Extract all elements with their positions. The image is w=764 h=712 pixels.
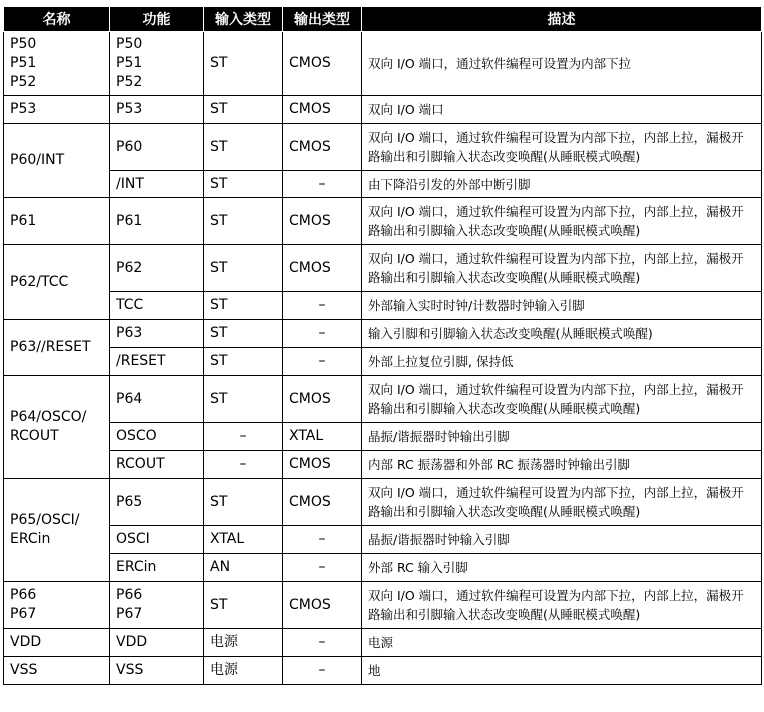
pin-name-cell: P50 P51 P52 <box>4 32 110 96</box>
table-row <box>4 171 762 198</box>
function-cell: VDD <box>110 629 204 657</box>
output-type-cell: – <box>283 629 362 657</box>
description-cell: 双向 I/O 端口 <box>362 96 762 124</box>
output-type-cell: – <box>283 292 362 320</box>
description-cell: 地 <box>362 657 762 685</box>
function-cell: P66 P67 <box>110 582 204 629</box>
input-type-cell: ST <box>204 292 283 320</box>
pin-name-cell: P65/OSCI/ ERCin <box>4 479 110 582</box>
table-row <box>4 124 762 171</box>
input-type-cell: ST <box>204 124 283 171</box>
output-type-cell: CMOS <box>283 32 362 96</box>
function-cell: VSS <box>110 657 204 685</box>
table-row <box>4 479 762 526</box>
pin-name-cell: P53 <box>4 96 110 124</box>
output-type-cell: CMOS <box>283 376 362 423</box>
function-cell: TCC <box>110 292 204 320</box>
table-row <box>4 423 762 451</box>
input-type-cell: ST <box>204 32 283 96</box>
description-cell: 双向 I/O 端口，通过软件编程可设置为内部下拉，内部上拉，漏极开路输出和引脚输入状态改变唤醒(从睡眠模式唤醒) <box>362 376 762 423</box>
function-cell: RCOUT <box>110 451 204 479</box>
table-row <box>4 292 762 320</box>
table-row <box>4 526 762 554</box>
pin-name-cell: P61 <box>4 198 110 245</box>
function-cell: P60 <box>110 124 204 171</box>
pin-name-cell: VDD <box>4 629 110 657</box>
output-type-cell: XTAL <box>283 423 362 451</box>
function-cell: OSCI <box>110 526 204 554</box>
table-row <box>4 554 762 582</box>
description-cell: 电源 <box>362 629 762 657</box>
output-type-cell: CMOS <box>283 245 362 292</box>
table-row <box>4 629 762 657</box>
table-row <box>4 657 762 685</box>
description-cell: 外部输入实时时钟/计数器时钟输入引脚 <box>362 292 762 320</box>
description-cell: 外部 RC 输入引脚 <box>362 554 762 582</box>
input-type-cell: ST <box>204 320 283 348</box>
input-type-cell: – <box>204 423 283 451</box>
function-cell: P53 <box>110 96 204 124</box>
table-row <box>4 451 762 479</box>
function-cell: P61 <box>110 198 204 245</box>
table-row <box>4 376 762 423</box>
description-cell: 外部上拉复位引脚, 保持低 <box>362 348 762 376</box>
output-type-cell: – <box>283 554 362 582</box>
input-type-cell: ST <box>204 348 283 376</box>
input-type-cell: ST <box>204 479 283 526</box>
function-cell: P50 P51 P52 <box>110 32 204 96</box>
input-type-cell: ST <box>204 198 283 245</box>
function-cell: P63 <box>110 320 204 348</box>
input-type-cell: 电源 <box>204 657 283 685</box>
input-type-cell: – <box>204 451 283 479</box>
description-cell: 双向 I/O 端口，通过软件编程可设置为内部下拉 <box>362 32 762 96</box>
output-type-cell: CMOS <box>283 451 362 479</box>
header-function: 功能 <box>110 7 204 32</box>
function-cell: /RESET <box>110 348 204 376</box>
function-cell: P62 <box>110 245 204 292</box>
input-type-cell: AN <box>204 554 283 582</box>
pin-name-cell: P66 P67 <box>4 582 110 629</box>
output-type-cell: – <box>283 320 362 348</box>
header-input-type: 输入类型 <box>204 7 283 32</box>
pin-name-cell: P63//RESET <box>4 320 110 376</box>
table-row <box>4 320 762 348</box>
output-type-cell: – <box>283 171 362 198</box>
output-type-cell: CMOS <box>283 479 362 526</box>
input-type-cell: 电源 <box>204 629 283 657</box>
input-type-cell: ST <box>204 96 283 124</box>
function-cell: P64 <box>110 376 204 423</box>
function-cell: OSCO <box>110 423 204 451</box>
input-type-cell: ST <box>204 245 283 292</box>
description-cell: 双向 I/O 端口，通过软件编程可设置为内部下拉，内部上拉，漏极开路输出和引脚输入状态改变唤醒(从睡眠模式唤醒) <box>362 124 762 171</box>
function-cell: P65 <box>110 479 204 526</box>
output-type-cell: CMOS <box>283 198 362 245</box>
output-type-cell: – <box>283 348 362 376</box>
input-type-cell: ST <box>204 376 283 423</box>
input-type-cell: XTAL <box>204 526 283 554</box>
function-cell: /INT <box>110 171 204 198</box>
description-cell: 晶振/谐振器时钟输入引脚 <box>362 526 762 554</box>
description-cell: 双向 I/O 端口，通过软件编程可设置为内部下拉，内部上拉，漏极开路输出和引脚输入状态改变唤醒(从睡眠模式唤醒) <box>362 479 762 526</box>
output-type-cell: CMOS <box>283 124 362 171</box>
table-header-row <box>4 7 762 32</box>
header-name: 名称 <box>4 7 110 32</box>
description-cell: 双向 I/O 端口，通过软件编程可设置为内部下拉，内部上拉，漏极开路输出和引脚输入状态改变唤醒(从睡眠模式唤醒) <box>362 198 762 245</box>
description-cell: 由下降沿引发的外部中断引脚 <box>362 171 762 198</box>
output-type-cell: CMOS <box>283 96 362 124</box>
header-description: 描述 <box>362 7 762 32</box>
description-cell: 双向 I/O 端口，通过软件编程可设置为内部下拉，内部上拉，漏极开路输出和引脚输入状态改变唤醒(从睡眠模式唤醒) <box>362 245 762 292</box>
table-row <box>4 198 762 245</box>
description-cell: 双向 I/O 端口，通过软件编程可设置为内部下拉，内部上拉，漏极开路输出和引脚输入状态改变唤醒(从睡眠模式唤醒) <box>362 582 762 629</box>
output-type-cell: – <box>283 657 362 685</box>
pin-description-table <box>3 6 762 685</box>
input-type-cell: ST <box>204 171 283 198</box>
table-row <box>4 348 762 376</box>
pin-name-cell: P62/TCC <box>4 245 110 320</box>
description-cell: 晶振/谐振器时钟输出引脚 <box>362 423 762 451</box>
output-type-cell: – <box>283 526 362 554</box>
output-type-cell: CMOS <box>283 582 362 629</box>
input-type-cell: ST <box>204 582 283 629</box>
pin-name-cell: VSS <box>4 657 110 685</box>
description-cell: 输入引脚和引脚输入状态改变唤醒(从睡眠模式唤醒) <box>362 320 762 348</box>
table-row <box>4 96 762 124</box>
pin-name-cell: P60/INT <box>4 124 110 198</box>
function-cell: ERCin <box>110 554 204 582</box>
table-row <box>4 245 762 292</box>
table-row <box>4 582 762 629</box>
description-cell: 内部 RC 振荡器和外部 RC 振荡器时钟输出引脚 <box>362 451 762 479</box>
table-row <box>4 32 762 96</box>
pin-name-cell: P64/OSCO/ RCOUT <box>4 376 110 479</box>
header-output-type: 输出类型 <box>283 7 362 32</box>
